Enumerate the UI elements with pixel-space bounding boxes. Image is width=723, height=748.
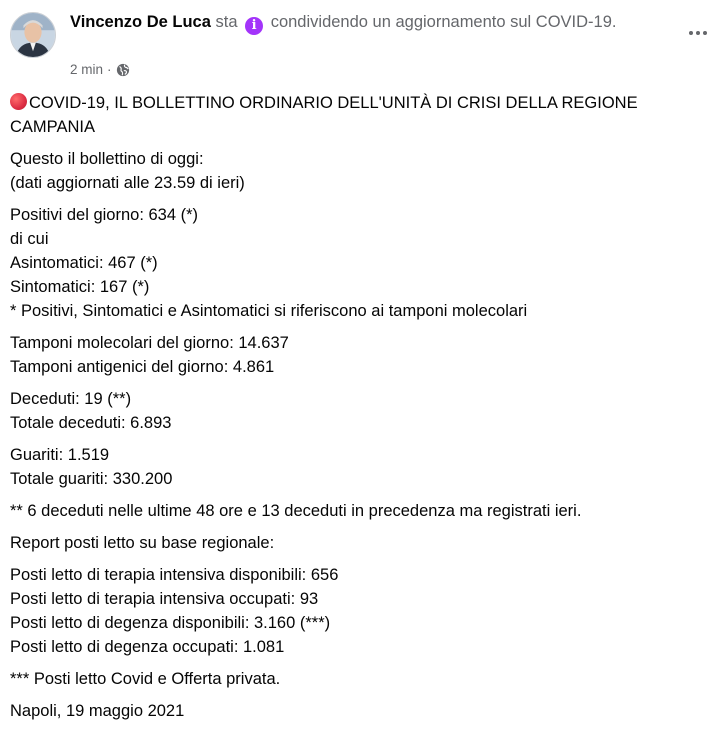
meta-separator: ·: [107, 62, 112, 77]
text-line: * Positivi, Sintomatici e Asintomatici si riferiscono ai tamponi molecolari: [10, 302, 528, 320]
more-options-icon[interactable]: [683, 22, 713, 44]
red-circle-icon: [10, 93, 27, 110]
header-verb: sta: [215, 13, 238, 31]
text-line: Posti letto di degenza disponibili: 3.160 (***): [10, 614, 331, 632]
beds-note: *** Posti letto Covid e Offerta privata.: [10, 670, 281, 688]
activity-text[interactable]: condividendo un aggiornamento sul COVID-19.: [270, 13, 617, 31]
text-line: Posti letto di terapia intensiva occupati: 93: [10, 590, 319, 608]
text-line: Tamponi molecolari del giorno: 14.637: [10, 334, 289, 352]
author-name[interactable]: Vincenzo De Luca: [70, 13, 211, 31]
text-line: Posti letto di degenza occupati: 1.081: [10, 638, 285, 656]
signature: Napoli, 19 maggio 2021: [10, 702, 185, 720]
post-meta: [70, 61, 130, 79]
text-line: Tamponi antigenici del giorno: 4.861: [10, 358, 275, 376]
post-header: [70, 10, 660, 35]
deaths-block: [10, 387, 710, 435]
post-title: COVID-19, IL BOLLETTINO ORDINARIO DELL'UNITÀ DI CRISI DELLA REGIONE CAMPANIA: [10, 94, 638, 136]
info-icon: i: [245, 17, 263, 35]
text-line: Sintomatici: 167 (*): [10, 278, 150, 296]
beds-header: Report posti letto su base regionale:: [10, 534, 275, 552]
text-line: Questo il bollettino di oggi:: [10, 150, 204, 168]
author-avatar[interactable]: [10, 12, 56, 58]
tests-block: [10, 331, 710, 379]
text-line: Guariti: 1.519: [10, 446, 110, 464]
post-body: [10, 91, 710, 731]
beds-block: [10, 563, 710, 659]
text-line: Totale guariti: 330.200: [10, 470, 173, 488]
intro-block: [10, 147, 710, 195]
text-line: Deceduti: 19 (**): [10, 390, 132, 408]
text-line: di cui: [10, 230, 49, 248]
globe-icon[interactable]: [116, 63, 130, 77]
post-timestamp[interactable]: 2 min: [70, 62, 104, 77]
text-line: (dati aggiornati alle 23.59 di ieri): [10, 174, 245, 192]
positives-block: [10, 203, 710, 323]
text-line: Totale deceduti: 6.893: [10, 414, 172, 432]
text-line: Positivi del giorno: 634 (*): [10, 206, 199, 224]
text-line: Asintomatici: 467 (*): [10, 254, 158, 272]
text-line: Posti letto di terapia intensiva disponibili: 656: [10, 566, 339, 584]
recovered-block: [10, 443, 710, 491]
deaths-note: ** 6 deceduti nelle ultime 48 ore e 13 deceduti in precedenza ma registrati ieri.: [10, 502, 582, 520]
